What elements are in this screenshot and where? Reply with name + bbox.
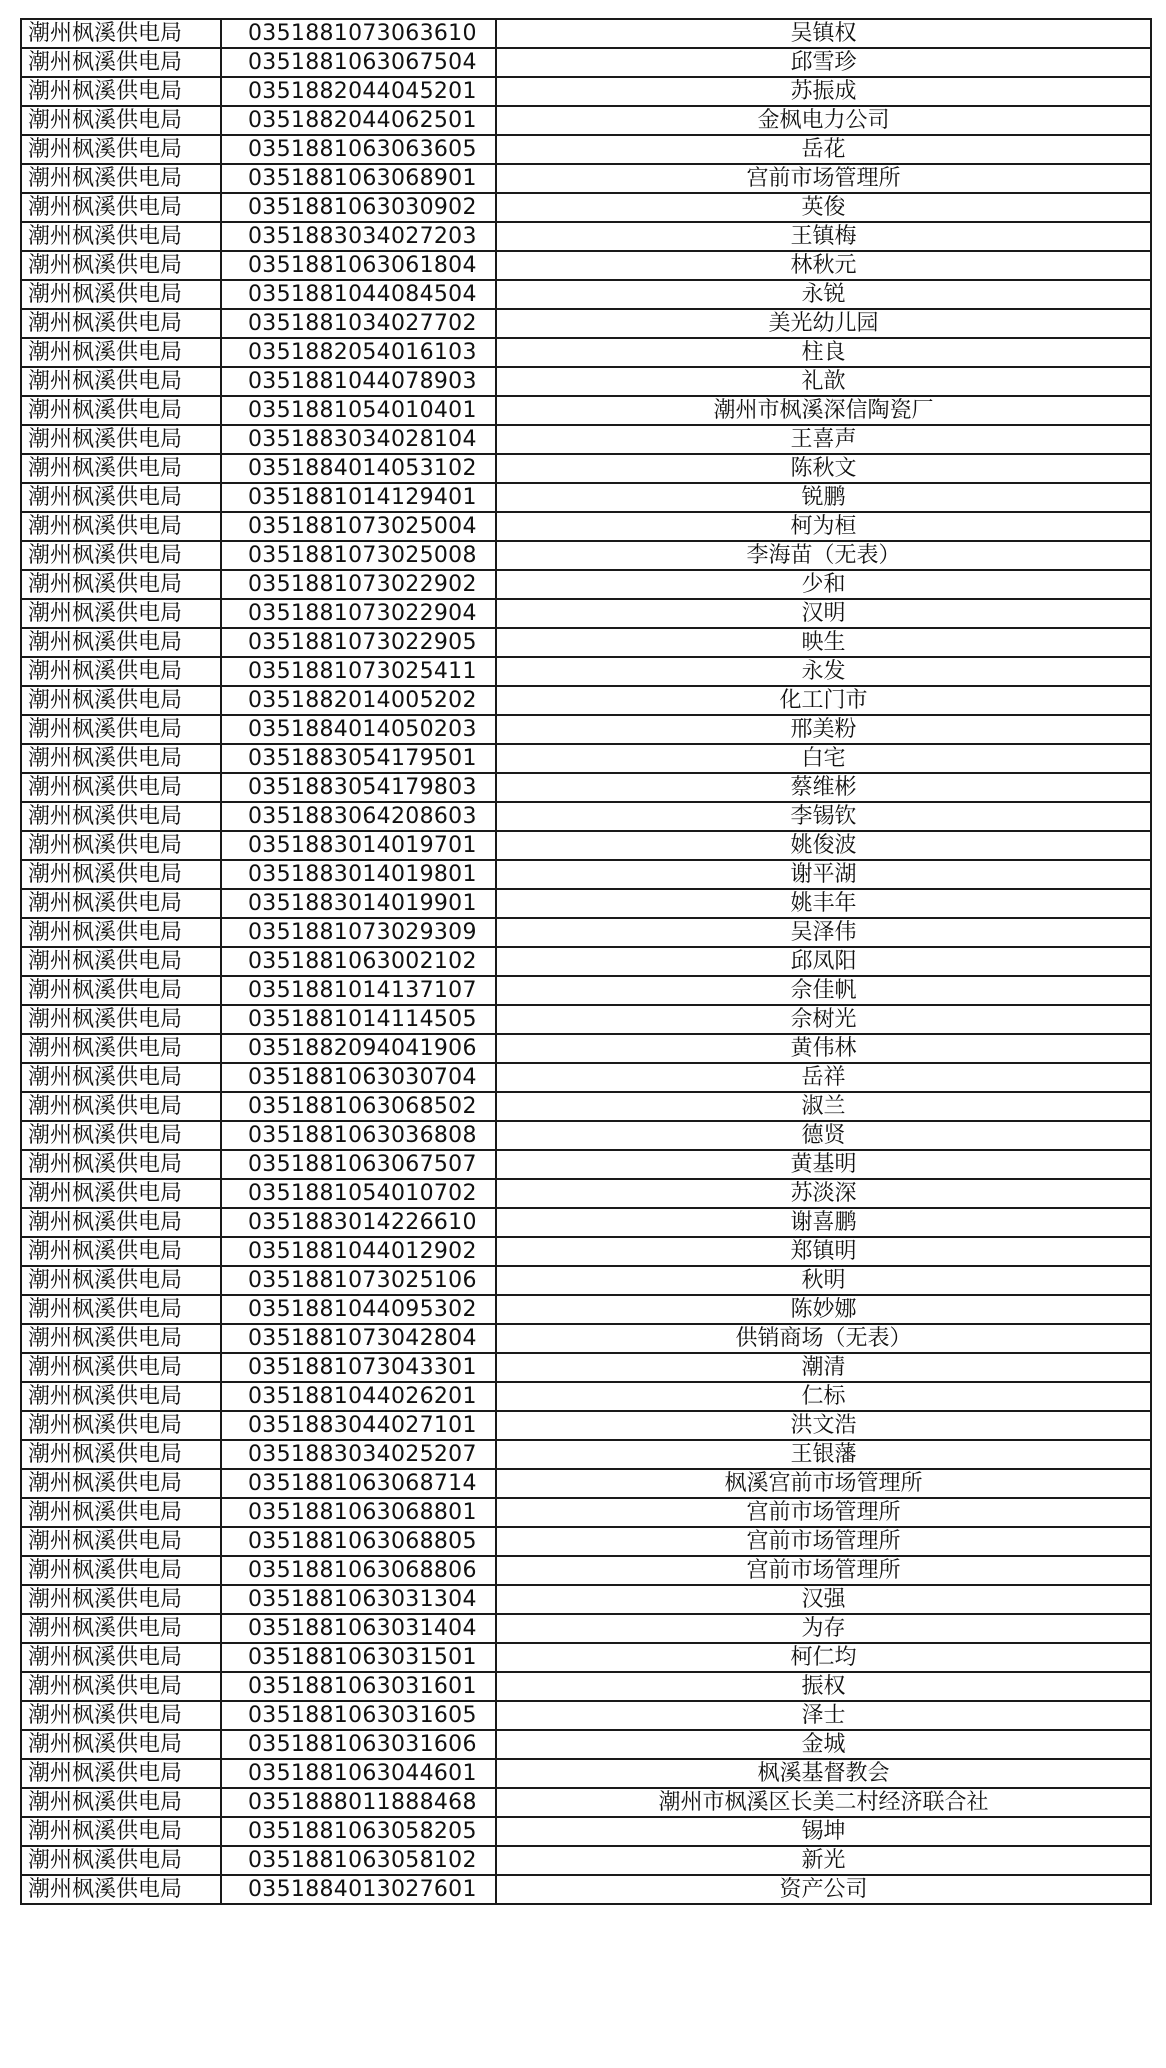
account-number-cell: 0351881063002102 — [221, 947, 496, 976]
account-number-cell: 0351881063030902 — [221, 193, 496, 222]
unit-cell: 潮州枫溪供电局 — [21, 1730, 221, 1759]
table-row — [21, 1498, 1151, 1527]
table-row — [21, 48, 1151, 77]
unit-cell: 潮州枫溪供电局 — [21, 918, 221, 947]
customer-name-cell: 淑兰 — [496, 1092, 1151, 1121]
table-row — [21, 686, 1151, 715]
account-number-cell: 0351881073042804 — [221, 1324, 496, 1353]
account-number-cell: 0351882044045201 — [221, 77, 496, 106]
table-row — [21, 715, 1151, 744]
unit-cell: 潮州枫溪供电局 — [21, 802, 221, 831]
customer-name-cell: 潮清 — [496, 1353, 1151, 1382]
table-row — [21, 19, 1151, 48]
customer-name-cell: 金城 — [496, 1730, 1151, 1759]
customer-name-cell: 王喜声 — [496, 425, 1151, 454]
account-number-cell: 0351881044084504 — [221, 280, 496, 309]
unit-cell: 潮州枫溪供电局 — [21, 1527, 221, 1556]
customer-name-cell: 邱凤阳 — [496, 947, 1151, 976]
table-row — [21, 1469, 1151, 1498]
customer-name-cell: 柱良 — [496, 338, 1151, 367]
customer-name-cell: 洪文浩 — [496, 1411, 1151, 1440]
table-row — [21, 280, 1151, 309]
table-row — [21, 1730, 1151, 1759]
customer-name-cell: 泽士 — [496, 1701, 1151, 1730]
table-row — [21, 1208, 1151, 1237]
unit-cell: 潮州枫溪供电局 — [21, 1324, 221, 1353]
unit-cell: 潮州枫溪供电局 — [21, 164, 221, 193]
unit-cell: 潮州枫溪供电局 — [21, 976, 221, 1005]
unit-cell: 潮州枫溪供电局 — [21, 483, 221, 512]
unit-cell: 潮州枫溪供电局 — [21, 512, 221, 541]
unit-cell: 潮州枫溪供电局 — [21, 1614, 221, 1643]
account-number-cell: 0351881073025004 — [221, 512, 496, 541]
account-number-cell: 0351881054010702 — [221, 1179, 496, 1208]
customer-name-cell: 吴泽伟 — [496, 918, 1151, 947]
account-number-cell: 0351881063058205 — [221, 1817, 496, 1846]
customer-name-cell: 苏振成 — [496, 77, 1151, 106]
table-row — [21, 1759, 1151, 1788]
account-number-cell: 0351881073029309 — [221, 918, 496, 947]
customer-name-cell: 枫溪宫前市场管理所 — [496, 1469, 1151, 1498]
unit-cell: 潮州枫溪供电局 — [21, 1469, 221, 1498]
account-number-cell: 0351881063068901 — [221, 164, 496, 193]
customer-name-cell: 陈妙娜 — [496, 1295, 1151, 1324]
table-row — [21, 396, 1151, 425]
customer-name-cell: 德贤 — [496, 1121, 1151, 1150]
table-row — [21, 512, 1151, 541]
table-row — [21, 1440, 1151, 1469]
table-row — [21, 338, 1151, 367]
unit-cell: 潮州枫溪供电局 — [21, 628, 221, 657]
unit-cell: 潮州枫溪供电局 — [21, 425, 221, 454]
unit-cell: 潮州枫溪供电局 — [21, 1498, 221, 1527]
customer-name-cell: 美光幼儿园 — [496, 309, 1151, 338]
table-row — [21, 1701, 1151, 1730]
customer-name-cell: 永发 — [496, 657, 1151, 686]
table-row — [21, 1817, 1151, 1846]
unit-cell: 潮州枫溪供电局 — [21, 48, 221, 77]
table-row — [21, 1295, 1151, 1324]
customer-name-cell: 金枫电力公司 — [496, 106, 1151, 135]
table-row — [21, 1005, 1151, 1034]
table-row — [21, 454, 1151, 483]
account-number-cell: 0351881063061804 — [221, 251, 496, 280]
unit-cell: 潮州枫溪供电局 — [21, 889, 221, 918]
account-number-cell: 0351881073025008 — [221, 541, 496, 570]
customer-name-cell: 佘树光 — [496, 1005, 1151, 1034]
customer-name-cell: 白宅 — [496, 744, 1151, 773]
unit-cell: 潮州枫溪供电局 — [21, 686, 221, 715]
unit-cell: 潮州枫溪供电局 — [21, 773, 221, 802]
unit-cell: 潮州枫溪供电局 — [21, 1005, 221, 1034]
customer-name-cell: 邢美粉 — [496, 715, 1151, 744]
table-row — [21, 947, 1151, 976]
unit-cell: 潮州枫溪供电局 — [21, 570, 221, 599]
customer-name-cell: 少和 — [496, 570, 1151, 599]
account-table — [20, 18, 1152, 1905]
unit-cell: 潮州枫溪供电局 — [21, 135, 221, 164]
table-row — [21, 976, 1151, 1005]
customer-name-cell: 宫前市场管理所 — [496, 1527, 1151, 1556]
table-row — [21, 1527, 1151, 1556]
unit-cell: 潮州枫溪供电局 — [21, 1382, 221, 1411]
table-row — [21, 106, 1151, 135]
account-number-cell: 0351881063036808 — [221, 1121, 496, 1150]
table-row — [21, 1382, 1151, 1411]
customer-name-cell: 李海苗（无表） — [496, 541, 1151, 570]
table-row — [21, 1788, 1151, 1817]
table-row — [21, 309, 1151, 338]
account-number-cell: 0351881073025106 — [221, 1266, 496, 1295]
unit-cell: 潮州枫溪供电局 — [21, 454, 221, 483]
customer-name-cell: 汉明 — [496, 599, 1151, 628]
table-row — [21, 1063, 1151, 1092]
customer-name-cell: 秋明 — [496, 1266, 1151, 1295]
customer-name-cell: 谢平湖 — [496, 860, 1151, 889]
unit-cell: 潮州枫溪供电局 — [21, 280, 221, 309]
account-table-body — [21, 19, 1151, 1904]
account-number-cell: 0351883034028104 — [221, 425, 496, 454]
document-sheet — [20, 18, 1150, 1905]
account-number-cell: 0351883034027203 — [221, 222, 496, 251]
table-row — [21, 1034, 1151, 1063]
unit-cell: 潮州枫溪供电局 — [21, 1208, 221, 1237]
customer-name-cell: 吴镇权 — [496, 19, 1151, 48]
customer-name-cell: 李锡钦 — [496, 802, 1151, 831]
table-row — [21, 1237, 1151, 1266]
account-number-cell: 0351883014019901 — [221, 889, 496, 918]
unit-cell: 潮州枫溪供电局 — [21, 1672, 221, 1701]
table-row — [21, 1179, 1151, 1208]
customer-name-cell: 岳花 — [496, 135, 1151, 164]
unit-cell: 潮州枫溪供电局 — [21, 367, 221, 396]
table-row — [21, 773, 1151, 802]
customer-name-cell: 宫前市场管理所 — [496, 164, 1151, 193]
account-number-cell: 0351881073043301 — [221, 1353, 496, 1382]
unit-cell: 潮州枫溪供电局 — [21, 1092, 221, 1121]
table-row — [21, 251, 1151, 280]
customer-name-cell: 映生 — [496, 628, 1151, 657]
customer-name-cell: 振权 — [496, 1672, 1151, 1701]
table-row — [21, 425, 1151, 454]
account-number-cell: 0351883064208603 — [221, 802, 496, 831]
account-number-cell: 0351881073025411 — [221, 657, 496, 686]
unit-cell: 潮州枫溪供电局 — [21, 1063, 221, 1092]
account-number-cell: 0351881063031304 — [221, 1585, 496, 1614]
customer-name-cell: 潮州市枫溪区长美二村经济联合社 — [496, 1788, 1151, 1817]
unit-cell: 潮州枫溪供电局 — [21, 222, 221, 251]
table-row — [21, 77, 1151, 106]
account-number-cell: 0351881063068806 — [221, 1556, 496, 1585]
unit-cell: 潮州枫溪供电局 — [21, 193, 221, 222]
account-number-cell: 0351881073022904 — [221, 599, 496, 628]
unit-cell: 潮州枫溪供电局 — [21, 1266, 221, 1295]
account-number-cell: 0351883014019701 — [221, 831, 496, 860]
unit-cell: 潮州枫溪供电局 — [21, 657, 221, 686]
account-number-cell: 0351881063067507 — [221, 1150, 496, 1179]
unit-cell: 潮州枫溪供电局 — [21, 1121, 221, 1150]
table-row — [21, 1266, 1151, 1295]
account-number-cell: 0351881063068714 — [221, 1469, 496, 1498]
table-row — [21, 1585, 1151, 1614]
account-number-cell: 0351882044062501 — [221, 106, 496, 135]
unit-cell: 潮州枫溪供电局 — [21, 541, 221, 570]
table-row — [21, 164, 1151, 193]
account-number-cell: 0351881063031501 — [221, 1643, 496, 1672]
customer-name-cell: 枫溪基督教会 — [496, 1759, 1151, 1788]
unit-cell: 潮州枫溪供电局 — [21, 1237, 221, 1266]
table-row — [21, 1672, 1151, 1701]
table-row — [21, 628, 1151, 657]
unit-cell: 潮州枫溪供电局 — [21, 1701, 221, 1730]
table-row — [21, 599, 1151, 628]
customer-name-cell: 宫前市场管理所 — [496, 1498, 1151, 1527]
customer-name-cell: 柯为桓 — [496, 512, 1151, 541]
table-row — [21, 1643, 1151, 1672]
unit-cell: 潮州枫溪供电局 — [21, 1759, 221, 1788]
account-number-cell: 0351883014226610 — [221, 1208, 496, 1237]
account-number-cell: 0351881054010401 — [221, 396, 496, 425]
table-row — [21, 1614, 1151, 1643]
account-number-cell: 0351881044095302 — [221, 1295, 496, 1324]
table-row — [21, 193, 1151, 222]
customer-name-cell: 化工门市 — [496, 686, 1151, 715]
customer-name-cell: 林秋元 — [496, 251, 1151, 280]
account-number-cell: 0351881063068805 — [221, 1527, 496, 1556]
unit-cell: 潮州枫溪供电局 — [21, 1034, 221, 1063]
account-number-cell: 0351882014005202 — [221, 686, 496, 715]
account-number-cell: 0351881014114505 — [221, 1005, 496, 1034]
unit-cell: 潮州枫溪供电局 — [21, 19, 221, 48]
account-number-cell: 0351884013027601 — [221, 1875, 496, 1904]
table-row — [21, 831, 1151, 860]
customer-name-cell: 宫前市场管理所 — [496, 1556, 1151, 1585]
account-number-cell: 0351881073022905 — [221, 628, 496, 657]
account-number-cell: 0351883014019801 — [221, 860, 496, 889]
customer-name-cell: 岳祥 — [496, 1063, 1151, 1092]
account-number-cell: 0351881073022902 — [221, 570, 496, 599]
table-row — [21, 1150, 1151, 1179]
account-number-cell: 0351888011888468 — [221, 1788, 496, 1817]
customer-name-cell: 黄基明 — [496, 1150, 1151, 1179]
unit-cell: 潮州枫溪供电局 — [21, 831, 221, 860]
customer-name-cell: 柯仁均 — [496, 1643, 1151, 1672]
unit-cell: 潮州枫溪供电局 — [21, 309, 221, 338]
account-number-cell: 0351881063031605 — [221, 1701, 496, 1730]
unit-cell: 潮州枫溪供电局 — [21, 396, 221, 425]
account-number-cell: 0351883034025207 — [221, 1440, 496, 1469]
customer-name-cell: 姚丰年 — [496, 889, 1151, 918]
account-number-cell: 0351881014137107 — [221, 976, 496, 1005]
table-row — [21, 1324, 1151, 1353]
unit-cell: 潮州枫溪供电局 — [21, 1875, 221, 1904]
unit-cell: 潮州枫溪供电局 — [21, 77, 221, 106]
table-row — [21, 367, 1151, 396]
account-number-cell: 0351882054016103 — [221, 338, 496, 367]
table-row — [21, 1875, 1151, 1904]
customer-name-cell: 王银藩 — [496, 1440, 1151, 1469]
table-row — [21, 1353, 1151, 1382]
table-row — [21, 1092, 1151, 1121]
table-row — [21, 483, 1151, 512]
table-row — [21, 918, 1151, 947]
customer-name-cell: 新光 — [496, 1846, 1151, 1875]
table-row — [21, 222, 1151, 251]
customer-name-cell: 蔡维彬 — [496, 773, 1151, 802]
account-number-cell: 0351881044012902 — [221, 1237, 496, 1266]
account-number-cell: 0351881073063610 — [221, 19, 496, 48]
account-number-cell: 0351881063031404 — [221, 1614, 496, 1643]
table-row — [21, 802, 1151, 831]
table-row — [21, 1121, 1151, 1150]
account-number-cell: 0351884014050203 — [221, 715, 496, 744]
unit-cell: 潮州枫溪供电局 — [21, 1179, 221, 1208]
account-number-cell: 0351881063063605 — [221, 135, 496, 164]
customer-name-cell: 邱雪珍 — [496, 48, 1151, 77]
unit-cell: 潮州枫溪供电局 — [21, 1556, 221, 1585]
customer-name-cell: 仁标 — [496, 1382, 1151, 1411]
account-number-cell: 0351883044027101 — [221, 1411, 496, 1440]
account-number-cell: 0351881063068801 — [221, 1498, 496, 1527]
customer-name-cell: 英俊 — [496, 193, 1151, 222]
account-number-cell: 0351881063068502 — [221, 1092, 496, 1121]
unit-cell: 潮州枫溪供电局 — [21, 106, 221, 135]
unit-cell: 潮州枫溪供电局 — [21, 1817, 221, 1846]
table-row — [21, 744, 1151, 773]
unit-cell: 潮州枫溪供电局 — [21, 599, 221, 628]
table-row — [21, 1411, 1151, 1440]
account-number-cell: 0351881063031606 — [221, 1730, 496, 1759]
account-number-cell: 0351881063067504 — [221, 48, 496, 77]
customer-name-cell: 礼歆 — [496, 367, 1151, 396]
unit-cell: 潮州枫溪供电局 — [21, 1295, 221, 1324]
unit-cell: 潮州枫溪供电局 — [21, 744, 221, 773]
account-number-cell: 0351881014129401 — [221, 483, 496, 512]
unit-cell: 潮州枫溪供电局 — [21, 338, 221, 367]
unit-cell: 潮州枫溪供电局 — [21, 1353, 221, 1382]
account-number-cell: 0351884014053102 — [221, 454, 496, 483]
customer-name-cell: 供销商场（无表） — [496, 1324, 1151, 1353]
account-number-cell: 0351881063030704 — [221, 1063, 496, 1092]
unit-cell: 潮州枫溪供电局 — [21, 715, 221, 744]
unit-cell: 潮州枫溪供电局 — [21, 1440, 221, 1469]
unit-cell: 潮州枫溪供电局 — [21, 1846, 221, 1875]
customer-name-cell: 汉强 — [496, 1585, 1151, 1614]
unit-cell: 潮州枫溪供电局 — [21, 947, 221, 976]
customer-name-cell: 苏淡深 — [496, 1179, 1151, 1208]
customer-name-cell: 黄伟林 — [496, 1034, 1151, 1063]
unit-cell: 潮州枫溪供电局 — [21, 1150, 221, 1179]
table-row — [21, 657, 1151, 686]
customer-name-cell: 资产公司 — [496, 1875, 1151, 1904]
customer-name-cell: 为存 — [496, 1614, 1151, 1643]
unit-cell: 潮州枫溪供电局 — [21, 251, 221, 280]
customer-name-cell: 姚俊波 — [496, 831, 1151, 860]
account-number-cell: 0351881063044601 — [221, 1759, 496, 1788]
account-number-cell: 0351883054179501 — [221, 744, 496, 773]
account-number-cell: 0351881063031601 — [221, 1672, 496, 1701]
table-row — [21, 1556, 1151, 1585]
unit-cell: 潮州枫溪供电局 — [21, 1788, 221, 1817]
unit-cell: 潮州枫溪供电局 — [21, 1643, 221, 1672]
unit-cell: 潮州枫溪供电局 — [21, 1585, 221, 1614]
account-number-cell: 0351881044078903 — [221, 367, 496, 396]
table-row — [21, 889, 1151, 918]
customer-name-cell: 郑镇明 — [496, 1237, 1151, 1266]
table-row — [21, 541, 1151, 570]
unit-cell: 潮州枫溪供电局 — [21, 1411, 221, 1440]
table-row — [21, 1846, 1151, 1875]
customer-name-cell: 潮州市枫溪深信陶瓷厂 — [496, 396, 1151, 425]
account-number-cell: 0351881063058102 — [221, 1846, 496, 1875]
account-number-cell: 0351881034027702 — [221, 309, 496, 338]
table-row — [21, 570, 1151, 599]
account-number-cell: 0351881044026201 — [221, 1382, 496, 1411]
customer-name-cell: 锐鹏 — [496, 483, 1151, 512]
customer-name-cell: 永锐 — [496, 280, 1151, 309]
unit-cell: 潮州枫溪供电局 — [21, 860, 221, 889]
customer-name-cell: 佘佳帆 — [496, 976, 1151, 1005]
customer-name-cell: 王镇梅 — [496, 222, 1151, 251]
table-row — [21, 135, 1151, 164]
account-number-cell: 0351882094041906 — [221, 1034, 496, 1063]
customer-name-cell: 陈秋文 — [496, 454, 1151, 483]
customer-name-cell: 谢喜鹏 — [496, 1208, 1151, 1237]
account-number-cell: 0351883054179803 — [221, 773, 496, 802]
customer-name-cell: 锡坤 — [496, 1817, 1151, 1846]
table-row — [21, 860, 1151, 889]
